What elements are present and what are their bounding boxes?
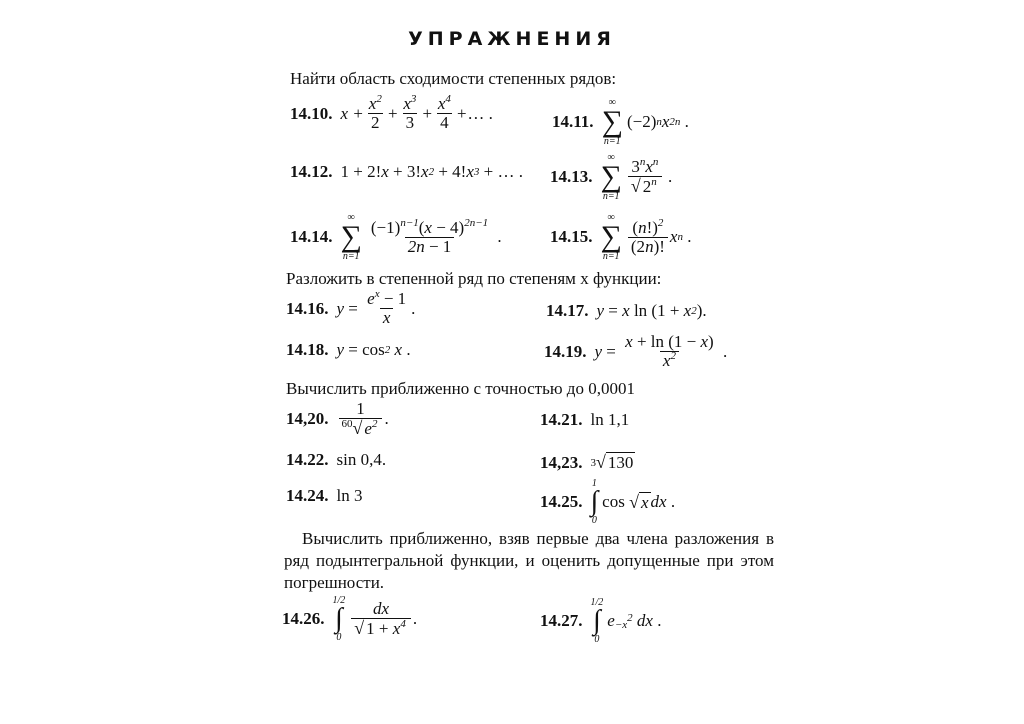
problem-14-22 bbox=[286, 450, 386, 470]
problem-14-19 bbox=[544, 333, 727, 370]
problem-14-21 bbox=[540, 410, 629, 430]
problem-number: 14.21. bbox=[540, 410, 583, 429]
problem-14-11 bbox=[552, 97, 689, 147]
problem-number: 14.14. bbox=[290, 227, 333, 246]
problem-number: 14.25. bbox=[540, 492, 583, 511]
formula: y = $\frac{e^x - 1}{x}$ . bbox=[336, 288, 416, 327]
problem-14-13 bbox=[550, 152, 672, 202]
problem-14-14 bbox=[290, 212, 502, 262]
problem-number: 14.16. bbox=[286, 298, 329, 318]
expression: ln 3 bbox=[336, 486, 363, 505]
formula: 1 ∫ 0 cos √ x dx . bbox=[590, 478, 676, 526]
problem-14-10 bbox=[290, 95, 493, 132]
problem-14-23 bbox=[540, 452, 635, 473]
formula: ∞ ∑ n=1 $\frac{(n!)^2}{(2n)!}$ x n . bbox=[600, 212, 692, 262]
formula: x + $\frac{x^2}{2}$ + $\frac{x^3}{3}$ + $\frac{x^4}{4}$ + … . bbox=[340, 93, 493, 132]
problem-number: 14.11. bbox=[552, 112, 594, 131]
formula: y = x ln (1 + x 2 ). bbox=[596, 301, 707, 320]
problem-number: 14.12. bbox=[290, 162, 333, 181]
problem-14-16 bbox=[286, 290, 415, 327]
formula: ∞ ∑ n=1 $\frac{3^nx^n}{√ 2^n}$ . bbox=[600, 152, 673, 202]
problem-number: 14.18. bbox=[286, 340, 329, 359]
formula: y = $\frac{x + \ln (1 - x)}{x^2}$ . bbox=[594, 332, 728, 370]
expression: sin 0,4. bbox=[336, 450, 387, 469]
expression: ln 1,1 bbox=[590, 410, 630, 429]
section-integrals: Вычислить приближенно, взяв первые два члена разложения в ряд подынтегральной функции, и оценить допущенные при этом погрешности. bbox=[284, 529, 774, 592]
formula: y = cos 2 x . bbox=[336, 340, 411, 359]
problem-14-27 bbox=[540, 597, 661, 645]
problem-number: 14.24. bbox=[286, 486, 329, 505]
formula: $\frac{1}{^{60}√ e^2}$ . bbox=[337, 400, 389, 438]
problem-14-12 bbox=[290, 162, 523, 182]
problem-number: 14.10. bbox=[290, 103, 333, 123]
problem-number: 14.27. bbox=[540, 611, 583, 630]
formula: ∞ ∑ n=1 (−2) n x 2n . bbox=[601, 97, 689, 147]
problem-14-18 bbox=[286, 340, 411, 360]
problem-number: 14,20. bbox=[286, 409, 329, 428]
problem-number: 14.19. bbox=[544, 341, 587, 361]
page-title: УПРАЖНЕНИЯ bbox=[408, 28, 616, 50]
section-convergence: Найти область сходимости степенных рядов: bbox=[290, 69, 617, 88]
problem-number: 14.22. bbox=[286, 450, 329, 469]
problem-number: 14,23. bbox=[540, 452, 583, 472]
section-approx: Вычислить приближенно с точностью до 0,0001 bbox=[286, 379, 635, 398]
problem-number: 14.26. bbox=[282, 609, 325, 628]
problem-14-26 bbox=[282, 595, 417, 643]
formula: 1/2 ∫ 0 $\frac{dx}{√ 1 + x^4}$ . bbox=[332, 595, 418, 643]
problem-number: 14.17. bbox=[546, 301, 589, 320]
problem-number: 14.15. bbox=[550, 227, 593, 246]
problem-14-15 bbox=[550, 212, 691, 262]
section-expand: Разложить в степенной ряд по степеням x функции: bbox=[286, 269, 662, 288]
formula: 1 + 2! x + 3! x 2 + 4! x 3 + … . bbox=[340, 162, 523, 181]
problem-number: 14.13. bbox=[550, 167, 593, 186]
problem-14-20 bbox=[286, 400, 389, 438]
problem-14-25 bbox=[540, 478, 675, 526]
formula: ∞ ∑ n=1 $\frac{(-1)^{n-1}(x - 4)^{2n-1}}{2n - 1}$ . bbox=[340, 212, 502, 262]
formula: 1/2 ∫ 0 e $-x^2$ dx . bbox=[590, 597, 662, 645]
problem-14-24 bbox=[286, 486, 362, 506]
formula: 3 √ 130 bbox=[590, 452, 634, 472]
problem-14-17 bbox=[546, 301, 707, 321]
